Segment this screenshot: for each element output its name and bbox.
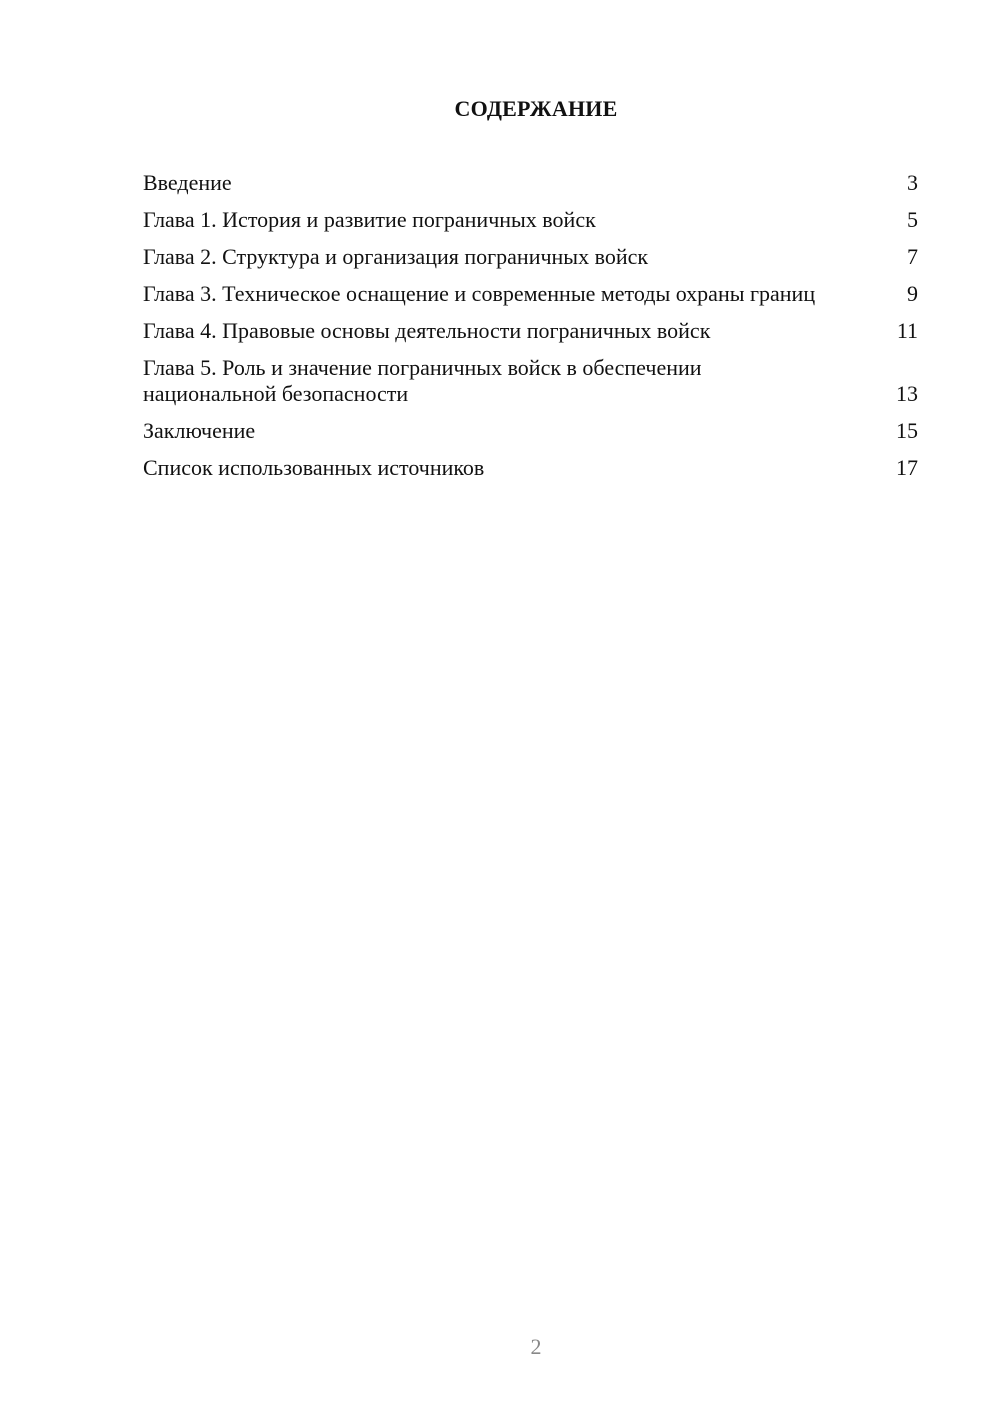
toc-entry-chapter-1: [143, 207, 918, 233]
toc-entry-title: Глава 2. Структура и организация пограничных войск: [143, 244, 649, 269]
toc-entry-page: 5: [907, 207, 918, 232]
toc-entry-introduction: [143, 170, 918, 196]
toc-entry-chapter-5: [143, 355, 918, 407]
page-number: 2: [530, 1334, 542, 1359]
toc-entry-page: 9: [907, 281, 918, 306]
toc-entry-conclusion: [143, 418, 918, 444]
toc-entry-chapter-4: [143, 318, 918, 344]
toc-entry-page: 7: [907, 244, 918, 269]
toc-entry-page: 11: [896, 318, 918, 343]
toc-entry-title: Глава 4. Правовые основы деятельности пограничных войск: [143, 318, 711, 343]
toc-entry-title: Глава 1. История и развитие пограничных войск: [143, 207, 596, 232]
toc-entry-title: Глава 3. Техническое оснащение и современные методы охраны границ: [143, 281, 816, 306]
toc-entry-page: 15: [896, 418, 918, 443]
toc-entry-chapter-3: [143, 281, 918, 307]
toc-entry-chapter-2: [143, 244, 918, 270]
toc-entry-page: 13: [896, 381, 918, 406]
toc-entry-title: Заключение: [143, 418, 256, 443]
toc-entry-title: Введение: [143, 170, 232, 195]
toc-entry-references: [143, 455, 918, 481]
toc-entry-title: Список использованных источников: [143, 455, 485, 480]
table-of-contents: [143, 170, 918, 492]
toc-entry-page: 3: [907, 170, 918, 195]
page-title: СОДЕРЖАНИЕ: [454, 96, 618, 121]
toc-entry-title: Глава 5. Роль и значение пограничных войск в обеспечении национальной безопасности: [143, 355, 702, 406]
toc-entry-page: 17: [896, 455, 918, 480]
